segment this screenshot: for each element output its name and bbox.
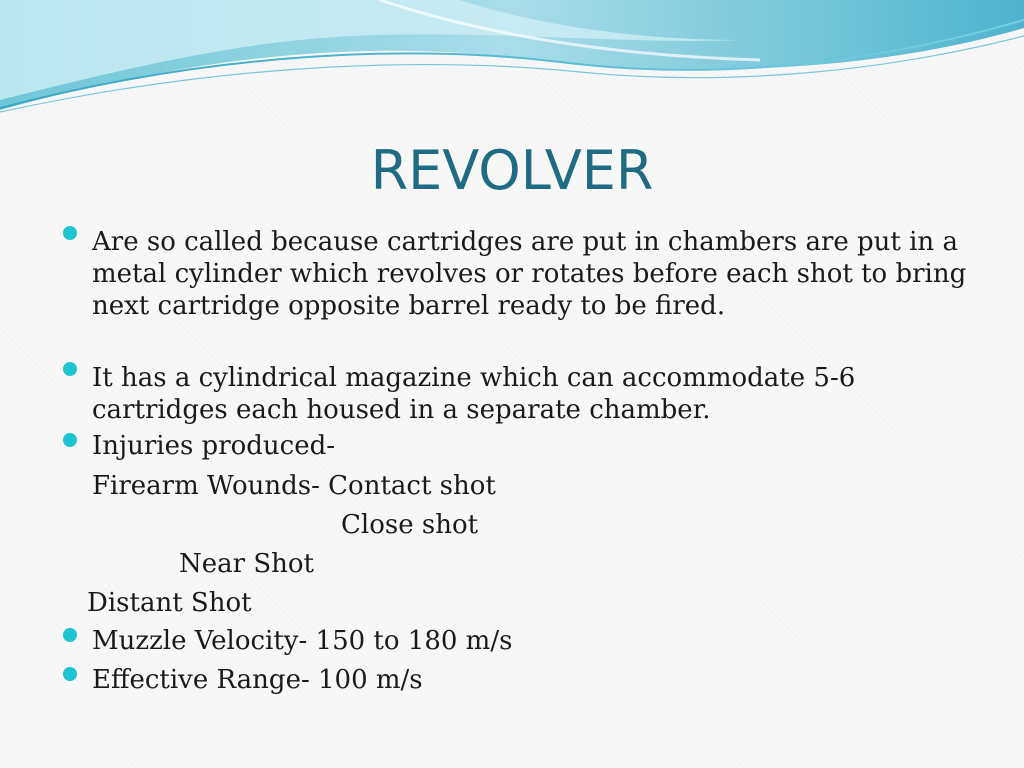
bullet-item: Effective Range- 100 m/s xyxy=(92,665,423,695)
bullet-dot-icon xyxy=(63,667,77,681)
slide-title: REVOLVER xyxy=(370,139,654,202)
bullet-item: Muzzle Velocity- 150 to 180 m/s xyxy=(92,626,513,656)
bullet-dot-icon xyxy=(63,362,77,376)
bullet-item: Injuries produced- xyxy=(92,431,336,461)
bullet-dot-icon xyxy=(63,226,77,240)
sub-line: Near Shot xyxy=(179,549,314,579)
sub-line: Close shot xyxy=(341,510,479,540)
bullet-item: It has a cylindrical magazine which can accommodate 5-6 cartridges each housed in a separate chamber. xyxy=(92,363,856,425)
bullet-dot-icon xyxy=(63,628,77,642)
sub-line: Firearm Wounds- Contact shot xyxy=(92,471,496,501)
bullet-item: Are so called because cartridges are put in chambers are put in a metal cylinder which revolves or rotates before each shot to bring next cartridge opposite barrel ready to be fired. xyxy=(92,227,967,321)
sub-line: Distant Shot xyxy=(87,588,252,618)
bullet-dot-icon xyxy=(63,433,77,447)
decorative-wave-header xyxy=(0,0,1024,120)
